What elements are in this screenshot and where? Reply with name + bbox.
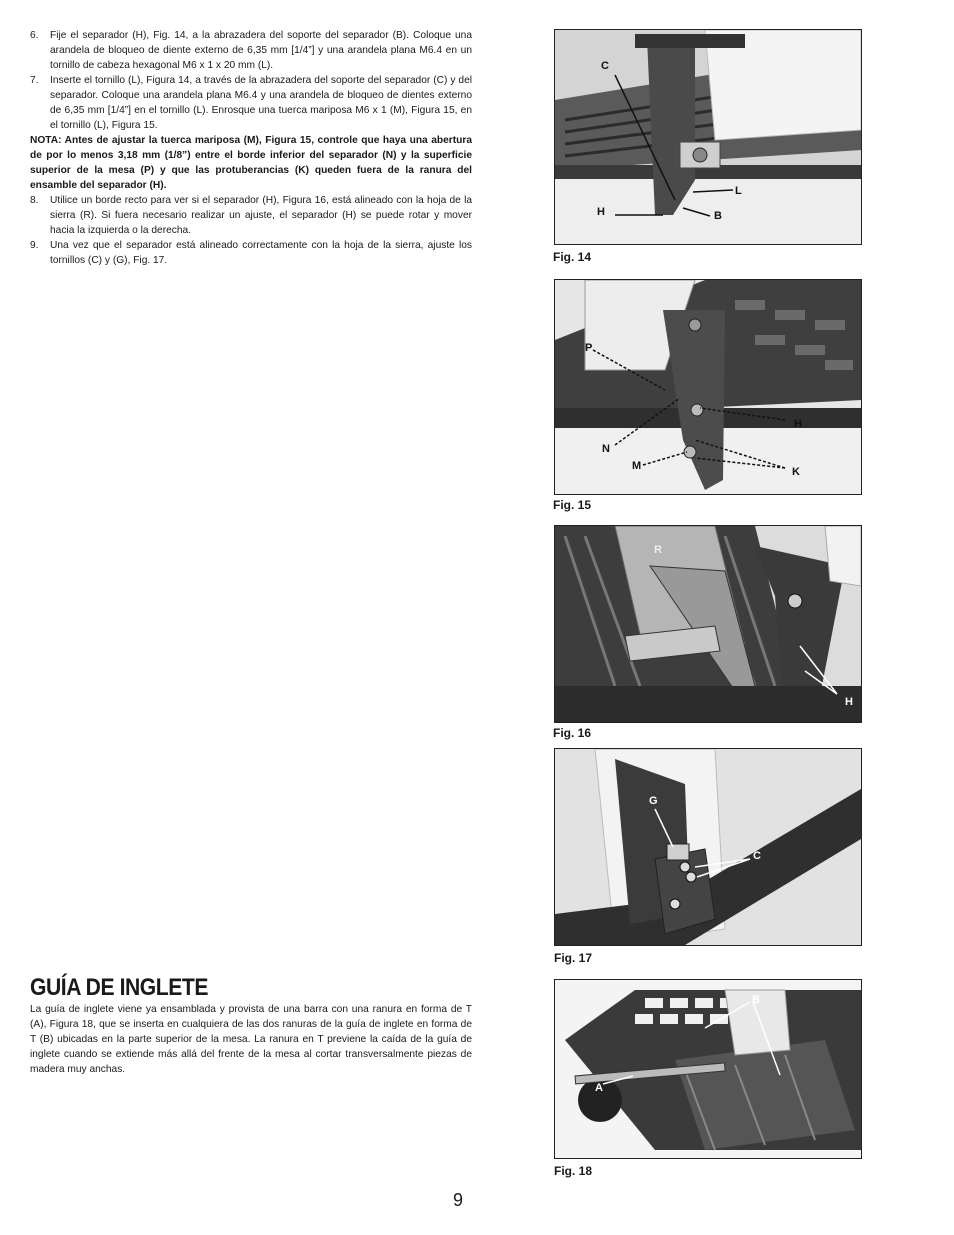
step-text: Utilice un borde recto para ver si el separador (H), Figura 16, está alineado con la hoja de la sierra (R). Si fuera necesario realizar un ajuste, el separador (H) se puede rotar y mover hacia la izquierda o la derecha. (50, 195, 472, 236)
step-8 (30, 193, 472, 238)
label-p: P (585, 342, 593, 354)
label-h: H (794, 418, 802, 430)
step-9 (30, 238, 472, 268)
figure-17-caption: Fig. 17 (554, 951, 593, 965)
instructions (30, 28, 472, 268)
label-h: H (597, 206, 605, 218)
label-l: L (735, 185, 742, 197)
figure-15 (554, 279, 862, 495)
step-number: 9. (30, 240, 39, 251)
step-number: 7. (30, 75, 39, 86)
step-number: 8. (30, 195, 39, 206)
label-b: B (752, 994, 760, 1006)
figure-18 (554, 979, 862, 1159)
figure-14 (554, 29, 862, 245)
step-text: Inserte el tornillo (L), Figura 14, a través de la abrazadera del soporte del separador (C) y del separador. Coloque una arandela plana M6.4 y una arandela de bloqueo de dientes externo de 6,35 mm [1/4”] en el tornillo (L). Enrosque una tuerca mariposa M6 x 1 (M), Figura 15, en el tornillo (L), Figura 15. (50, 75, 472, 131)
note: NOTA: Antes de ajustar la tuerca mariposa (M), Figura 15, controle que haya una abertura de por lo menos 3,18 mm (1/8”) entre el borde inferior del separador (N) y la superficie superior de la mesa (P) y que las protuberancias (K) queden fuera de la ranura del ensamble del separador (H). (30, 135, 472, 191)
step-number: 6. (30, 30, 39, 41)
step-7 (30, 73, 472, 133)
label-a: A (595, 1082, 603, 1094)
label-n: N (602, 443, 610, 455)
step-text: Una vez que el separador está alineado correctamente con la hoja de la sierra, ajuste los tornillos (C) y (G), Fig. 17. (50, 240, 472, 266)
label-k: K (792, 466, 800, 478)
label-r: R (654, 544, 662, 556)
figure-16-caption: Fig. 16 (553, 726, 592, 740)
section-body: La guía de inglete viene ya ensamblada y provista de una barra con una ranura en forma de T (A), Figura 18, que se inserta en cualquiera de las dos ranuras de la guía de inglete en forma de T (B) ubicadas en la parte superior de la mesa. La ranura en T previene la caída de la guía de inglete cuando se extiende más allá del frente de la mesa al cortar transversalmente piezas de madera muy anchas. (30, 1004, 472, 1075)
section-title: GUÍA DE INGLETE (30, 974, 209, 1001)
label-b: B (714, 210, 722, 222)
step-text: Fije el separador (H), Fig. 14, a la abrazadera del soporte del separador (B). Coloque una arandela de bloqueo de diente externo de 6,35 mm [1/4”] y una arandela plana M6.4 en un tornillo de cabeza hexagonal M6 x 1 x 20 mm (L). (50, 30, 472, 71)
label-m: M (632, 460, 642, 472)
label-h: H (845, 696, 853, 708)
figure-15-caption: Fig. 15 (553, 498, 592, 512)
figure-17 (554, 748, 862, 946)
page-number: 9 (453, 1190, 464, 1210)
label-c: C (601, 60, 609, 72)
label-c: C (753, 850, 761, 862)
label-g: G (649, 795, 658, 807)
figure-18-caption: Fig. 18 (554, 1164, 593, 1178)
step-6 (30, 28, 472, 73)
figure-14-caption: Fig. 14 (553, 250, 592, 264)
figure-16 (554, 525, 862, 723)
